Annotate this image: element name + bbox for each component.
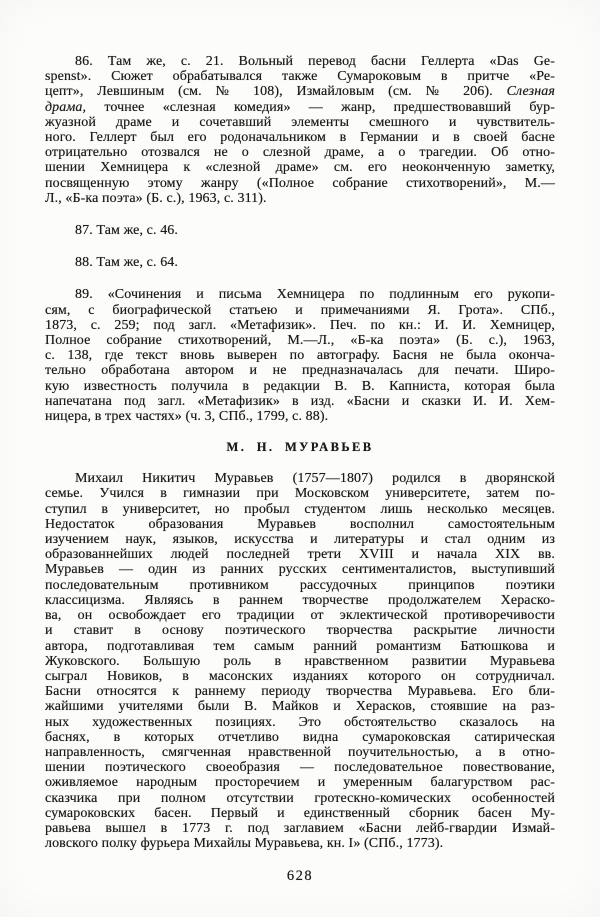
text-line: Михаил Никитич Муравьев (1757—1807) родился в дворянской bbox=[75, 471, 555, 487]
note-88 bbox=[45, 255, 555, 270]
text-line: ных художественных позициях. Это обстоятельство сказалось на bbox=[45, 714, 555, 730]
text-line: отрицательно отозвался не о слезной драме, а о трагедии. Об отно- bbox=[45, 145, 555, 161]
text-line: и ставит в основу поэтического творчества раскрытие личности bbox=[45, 623, 555, 639]
section-heading-muravyov: М. Н. МУРАВЬЕВ bbox=[226, 440, 374, 455]
text-line: напечатана под загл. «Метафизик» в изд. «Басни и сказки И. И. Хем- bbox=[45, 393, 555, 409]
text-line: жуазной драме и сочетавший элементы смешного и чувствитель- bbox=[45, 114, 555, 130]
text-line: изучением наук, языков, искусства и литературы и стал одним из bbox=[45, 532, 555, 548]
text-line: драма, точнее «слезная комедия» — жанр, предшествовавший бур- bbox=[45, 99, 555, 115]
text-line: равьева вышел в 1773 г. под заглавием «Басни лейб-гвардии Измай- bbox=[45, 820, 555, 836]
text-line: цепт», Левшиным (см. № 108), Измайловым (см. № 206). Слезная bbox=[45, 84, 555, 100]
text-line: ступил в университет, но пробыл студентом лишь несколько месяцев. bbox=[45, 501, 555, 517]
text-line: шении поэтического своеобразия — последовательное повествование, bbox=[45, 760, 555, 776]
text-line: автора, подготавливая тем самым ранний романтизм Батюшкова и bbox=[45, 638, 555, 654]
text-line: 86. Там же, с. 21. Вольный перевод басни Геллерта «Das Ge- bbox=[75, 54, 555, 69]
text-line: 1873, с. 259; под загл. «Метафизик». Печ. по кн.: И. И. Хемницер, bbox=[45, 317, 555, 333]
text-line: кую известность получила в редакции В. В. Капниста, которая была bbox=[45, 378, 555, 394]
text-line: последовательным противником рассудочных принципов поэтики bbox=[45, 577, 555, 593]
text-line: образованнейших людей последней трети XVIII и начала XIX вв. bbox=[45, 547, 555, 563]
text-line: Басни относятся к раннему периоду творчества Муравьева. Его бли- bbox=[45, 684, 555, 700]
text-line: ницера, в трех частях» (ч. 3, СПб., 1799, с. 88). bbox=[45, 409, 329, 425]
note-86 bbox=[45, 54, 555, 206]
text-line: посвященную этому жанру («Полное собрание стихотворений», М.— bbox=[45, 175, 555, 191]
text-line: семье. Учился в гимназии при Московском университете, затем по- bbox=[45, 486, 555, 502]
muravyov-biography-paragraph bbox=[45, 471, 555, 851]
text-line: классицизма. Являясь в раннем творчестве продолжателем Хераско- bbox=[45, 592, 555, 608]
text-line: Недостаток образования Муравьев восполнил самостоятельным bbox=[45, 516, 555, 532]
text-line: оживляемое народным просторечием и умеренным балагурством рас- bbox=[45, 775, 555, 791]
text-line: spenst». Сюжет обрабатывался также Сумароковым в притче «Ре- bbox=[45, 69, 555, 85]
text-line: 89. «Сочинения и письма Хемницера по подлинным его рукопи- bbox=[75, 287, 555, 303]
text-line: шении Хемницера к «слезной драме» см. его неоконченную заметку, bbox=[45, 160, 555, 176]
text-line: Муравьев — один из ранних русских сентименталистов, выступивший bbox=[45, 562, 555, 578]
page-number: 628 bbox=[286, 868, 314, 885]
text-line: жайшими учителями были В. Майков и Херасков, стоявшие на раз- bbox=[45, 699, 555, 715]
text-line: с. 138, где текст вновь выверен по автографу. Басня не была оконча- bbox=[45, 348, 555, 364]
text-line: Л., «Б-ка поэта» (Б. с.), 1963, с. 311). bbox=[45, 190, 267, 206]
text-line: баснях, в которых отчетливо видна сумароковская сатирическая bbox=[45, 729, 555, 745]
note-87 bbox=[45, 223, 555, 238]
text-line: сям, с биографической статьею и примечаниями Я. Грота». СПб., bbox=[45, 302, 555, 318]
text-line: сказчика при полном отсутствии гротескно-комических особенностей bbox=[45, 790, 555, 806]
text-block bbox=[45, 54, 555, 885]
text-line: сыграл Новиков, в масонских изданиях которого он сотрудничал. bbox=[45, 668, 555, 684]
note-89 bbox=[45, 287, 555, 424]
text-line: 88. Там же, с. 64. bbox=[75, 255, 178, 271]
text-line: ного. Геллерт был его родоначальником в Германии и в своей басне bbox=[45, 130, 555, 146]
text-line: Жуковского. Большую роль в нравственном развитии Муравьева bbox=[45, 653, 555, 669]
text-line: 87. Там же, с. 46. bbox=[75, 223, 178, 239]
text-line: направленность, смягченная нравственной поучительностью, а в отно- bbox=[45, 744, 555, 760]
text-line: тельно обработана автором и не предназначалась для печати. Широ- bbox=[45, 363, 555, 379]
text-line: ловского полку фурьера Михайлы Муравьева, кн. I» (СПб., 1773). bbox=[45, 836, 444, 852]
text-line: Полное собрание стихотворений, М.—Л., «Б-ка поэта» (Б. с.), 1963, bbox=[45, 333, 555, 349]
text-line: ва, он освобождает его традиции от эклектической противоречивости bbox=[45, 608, 555, 624]
text-line: сумароковских басен. Первый и единственный сборник басен Му- bbox=[45, 805, 555, 821]
